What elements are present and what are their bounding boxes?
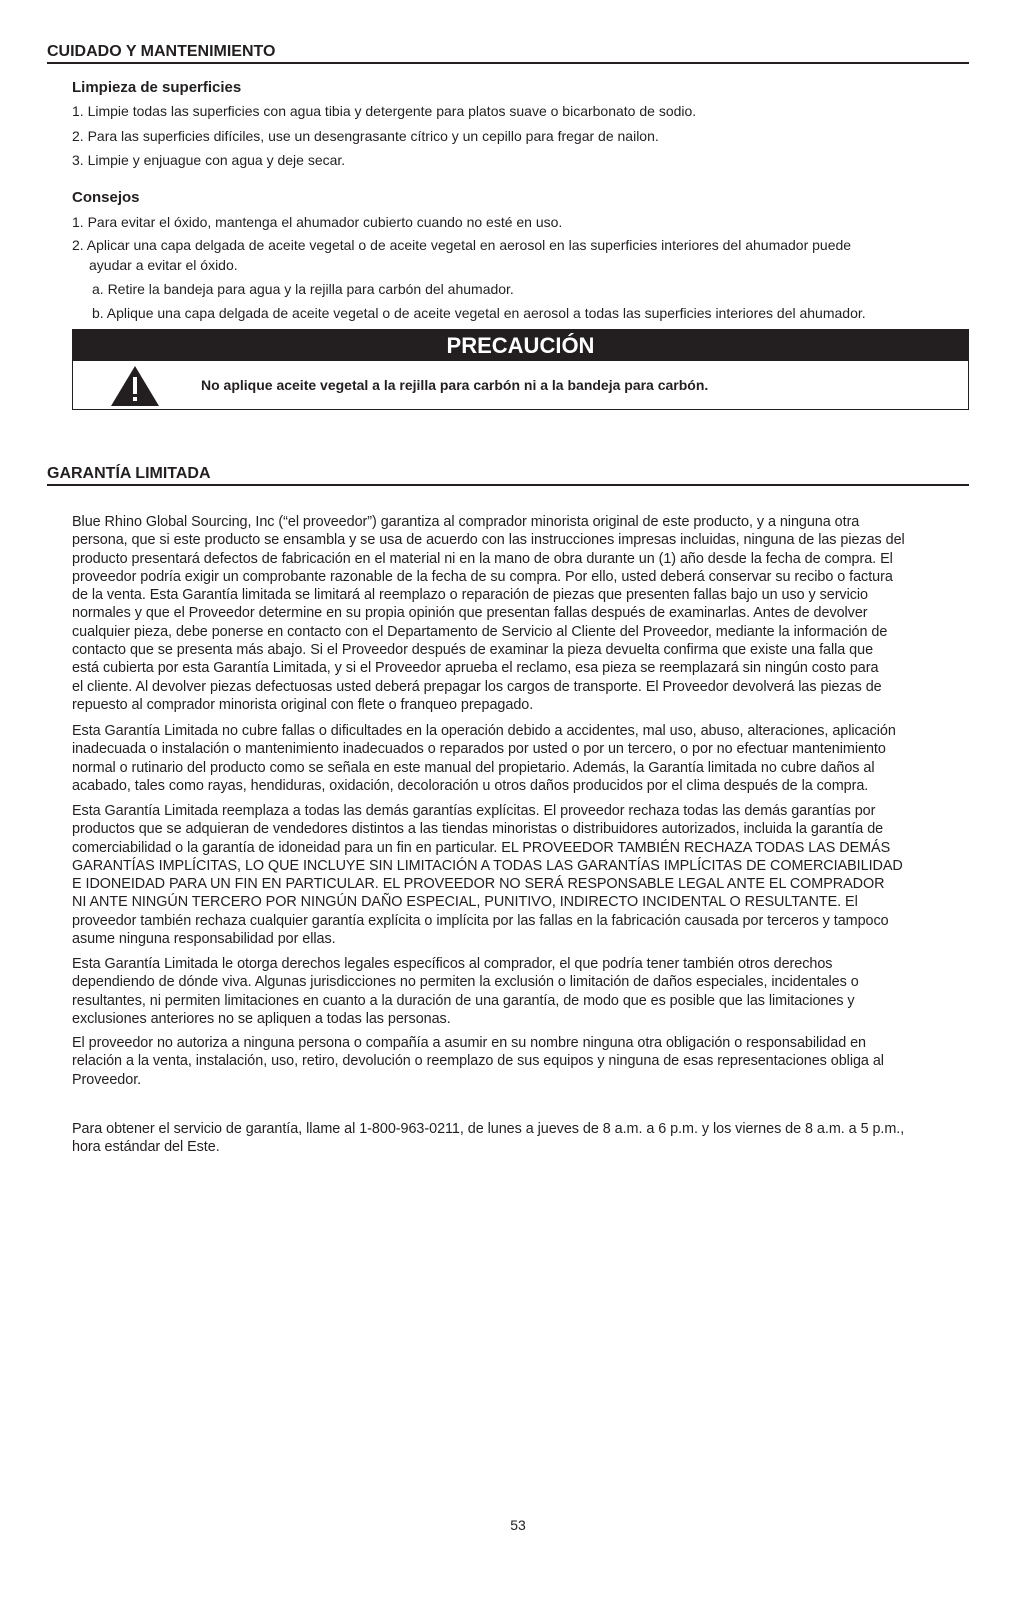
paragraph-line: el cliente. Al devolver piezas defectuosas usted deberá prepagar los cargos de transporte. El Proveedor devolverá las piezas de xyxy=(72,678,882,695)
paragraph-line: GARANTÍAS IMPLÍCITAS, LO QUE INCLUYE SIN LIMITACIÓN A TODAS LAS GARANTÍAS IMPLÍCITAS DE COMERCIABILIDAD xyxy=(72,857,903,874)
warranty-service-contact xyxy=(72,1120,972,1157)
tip-item: 1. Para evitar el óxido, mantenga el ahumador cubierto cuando no esté en uso. xyxy=(72,214,563,230)
page-number: 53 xyxy=(510,1517,526,1533)
paragraph-line: productos que se adquieran de vendedores distintos a las tiendas minoristas o distribuidores autorizados, incluida la garantía de xyxy=(72,821,884,838)
paragraph-line: Esta Garantía Limitada no cubre fallas o dificultades en la operación debido a accidentes, mal uso, abuso, alteraciones, aplicación xyxy=(72,723,896,739)
warranty-paragraph xyxy=(72,802,972,948)
caution-title: PRECAUCIÓN xyxy=(73,330,968,361)
cleaning-title: Limpieza de superficies xyxy=(72,79,242,96)
warranty-heading: GARANTÍA LIMITADA xyxy=(47,465,969,486)
paragraph-line: contacto que se presenta más abajo. Si el Proveedor después de examinar la pieza devuelta confirma que existe una falla que xyxy=(72,642,874,659)
paragraph-line: hora estándar del Este. xyxy=(72,1139,220,1156)
warning-triangle-icon xyxy=(110,365,160,407)
paragraph-line: Blue Rhino Global Sourcing, Inc (“el proveedor”) garantiza al comprador minorista original de este producto, y a ninguna otra xyxy=(72,514,860,530)
warranty-paragraph xyxy=(72,955,972,1028)
warranty-paragraph xyxy=(72,513,972,714)
paragraph-line: NI ANTE NINGÚN TERCERO POR NINGÚN DAÑO ESPECIAL, PUNITIVO, INDIRECTO INCIDENTAL O RESULTANTE. El xyxy=(72,894,858,911)
caution-box xyxy=(72,329,969,410)
paragraph-line: Esta Garantía Limitada reemplaza a todas las demás garantías explícitas. El proveedor rechaza todas las demás garantías por xyxy=(72,803,876,819)
cleaning-step: 2. Para las superficies difíciles, use un desengrasante cítrico y un cepillo para fregar de nailon. xyxy=(72,128,659,144)
paragraph-line: acabado, tales como rayas, hendiduras, oxidación, decoloración u otros daños producidos por el clima después de la compra. xyxy=(72,777,869,794)
care-heading: CUIDADO Y MANTENIMIENTO xyxy=(47,43,969,64)
paragraph-line: está cubierta por esta Garantía Limitada, y si el Proveedor aprueba el reclamo, esa pieza se reemplazará sin ningún costo para xyxy=(72,660,879,677)
paragraph-line: inadecuada o instalación o mantenimiento inadecuados o reparados por usted o por un tercero, o por no efectuar mantenimiento xyxy=(72,741,886,758)
paragraph-line: El proveedor no autoriza a ninguna persona o compañía a asumir en su nombre ninguna otra obligación o responsabilidad en xyxy=(72,1035,867,1051)
cleaning-step: 1. Limpie todas las superficies con agua tibia y detergente para platos suave o bicarbonato de sodio. xyxy=(72,103,697,119)
caution-text: No aplique aceite vegetal a la rejilla para carbón ni a la bandeja para carbón. xyxy=(201,377,709,393)
paragraph-line: cualquier pieza, debe ponerse en contacto con el Departamento de Servicio al Cliente del Proveedor, mediante la información de xyxy=(72,623,888,640)
warranty-paragraph xyxy=(72,722,972,795)
paragraph-line: asume ninguna responsabilidad por ellas. xyxy=(72,931,336,948)
paragraph-line: Para obtener el servicio de garantía, llame al 1-800-963-0211, de lunes a jueves de 8 a.m. a 6 p.m. y los viernes de 8 a.m. a 5 p.m., xyxy=(72,1121,905,1137)
paragraph-line: de la venta. Esta Garantía limitada se limitará al reemplazo o reparación de piezas que presenten fallas bajo un uso y servicio xyxy=(72,587,868,604)
paragraph-line: Esta Garantía Limitada le otorga derechos legales específicos al comprador, el que podría tener también otros derechos xyxy=(72,956,833,972)
tip-item-continuation: ayudar a evitar el óxido. xyxy=(89,257,238,273)
tip-substep: b. Aplique una capa delgada de aceite vegetal o de aceite vegetal en aerosol a todas las superficies interiores del ahumador. xyxy=(92,305,866,321)
paragraph-line: comerciabilidad o la garantía de idoneidad para un fin en particular. EL PROVEEDOR TAMBIÉN RECHAZA TODAS LAS DEMÁS xyxy=(72,839,891,856)
paragraph-line: E IDONEIDAD PARA UN FIN EN PARTICULAR. EL PROVEEDOR NO SERÁ RESPONSABLE LEGAL ANTE EL COMPRADOR xyxy=(72,876,885,893)
paragraph-line: resultantes, ni permiten limitaciones en cuanto a la duración de una garantía, de modo que es posible que las limitaciones y xyxy=(72,992,855,1009)
paragraph-line: persona, que si este producto se ensambla y se usa de acuerdo con las instrucciones impresas incluidas, ninguna de las piezas del xyxy=(72,532,905,549)
paragraph-line: producto presentará defectos de fabricación en el material ni en la mano de obra durante un (1) año desde la fecha de compra. El xyxy=(72,550,893,567)
tip-item: 2. Aplicar una capa delgada de aceite vegetal o de aceite vegetal en aerosol en las superficies interiores del ahumador puede xyxy=(72,237,852,253)
paragraph-line: repuesto al comprador minorista original con flete o franqueo prepagado. xyxy=(72,696,534,713)
paragraph-line: relación a la venta, instalación, uso, retiro, devolución o reemplazo de sus equipos y ninguna de esas representaciones obliga al xyxy=(72,1053,884,1070)
tips-title: Consejos xyxy=(72,189,140,206)
paragraph-line: proveedor también rechaza cualquier garantía explícita o implícita por las fallas en la fabricación causada por terceros y tampoco xyxy=(72,912,889,929)
cleaning-step: 3. Limpie y enjuague con agua y deje secar. xyxy=(72,152,346,168)
paragraph-line: exclusiones anteriores no se apliquen a todas las personas. xyxy=(72,1010,451,1027)
paragraph-line: dependiendo de dónde viva. Algunas jurisdicciones no permiten la exclusión o limitación de daños especiales, incidentales o xyxy=(72,974,859,991)
paragraph-line: Proveedor. xyxy=(72,1071,142,1088)
paragraph-line: normales y que el Proveedor determine en su propia opinión que presentan fallas después de examinarlas. Antes de devolver xyxy=(72,605,868,622)
paragraph-line: normal o rutinario del producto como se señala en este manual del propietario. Además, la Garantía limitada no cubre daños al xyxy=(72,759,875,776)
tip-substep: a. Retire la bandeja para agua y la rejilla para carbón del ahumador. xyxy=(92,281,514,297)
warranty-paragraph xyxy=(72,1034,972,1089)
paragraph-line: proveedor podría exigir un comprobante razonable de la fecha de su compra. Por ello, usted deberá conservar su recibo o factura xyxy=(72,568,893,585)
